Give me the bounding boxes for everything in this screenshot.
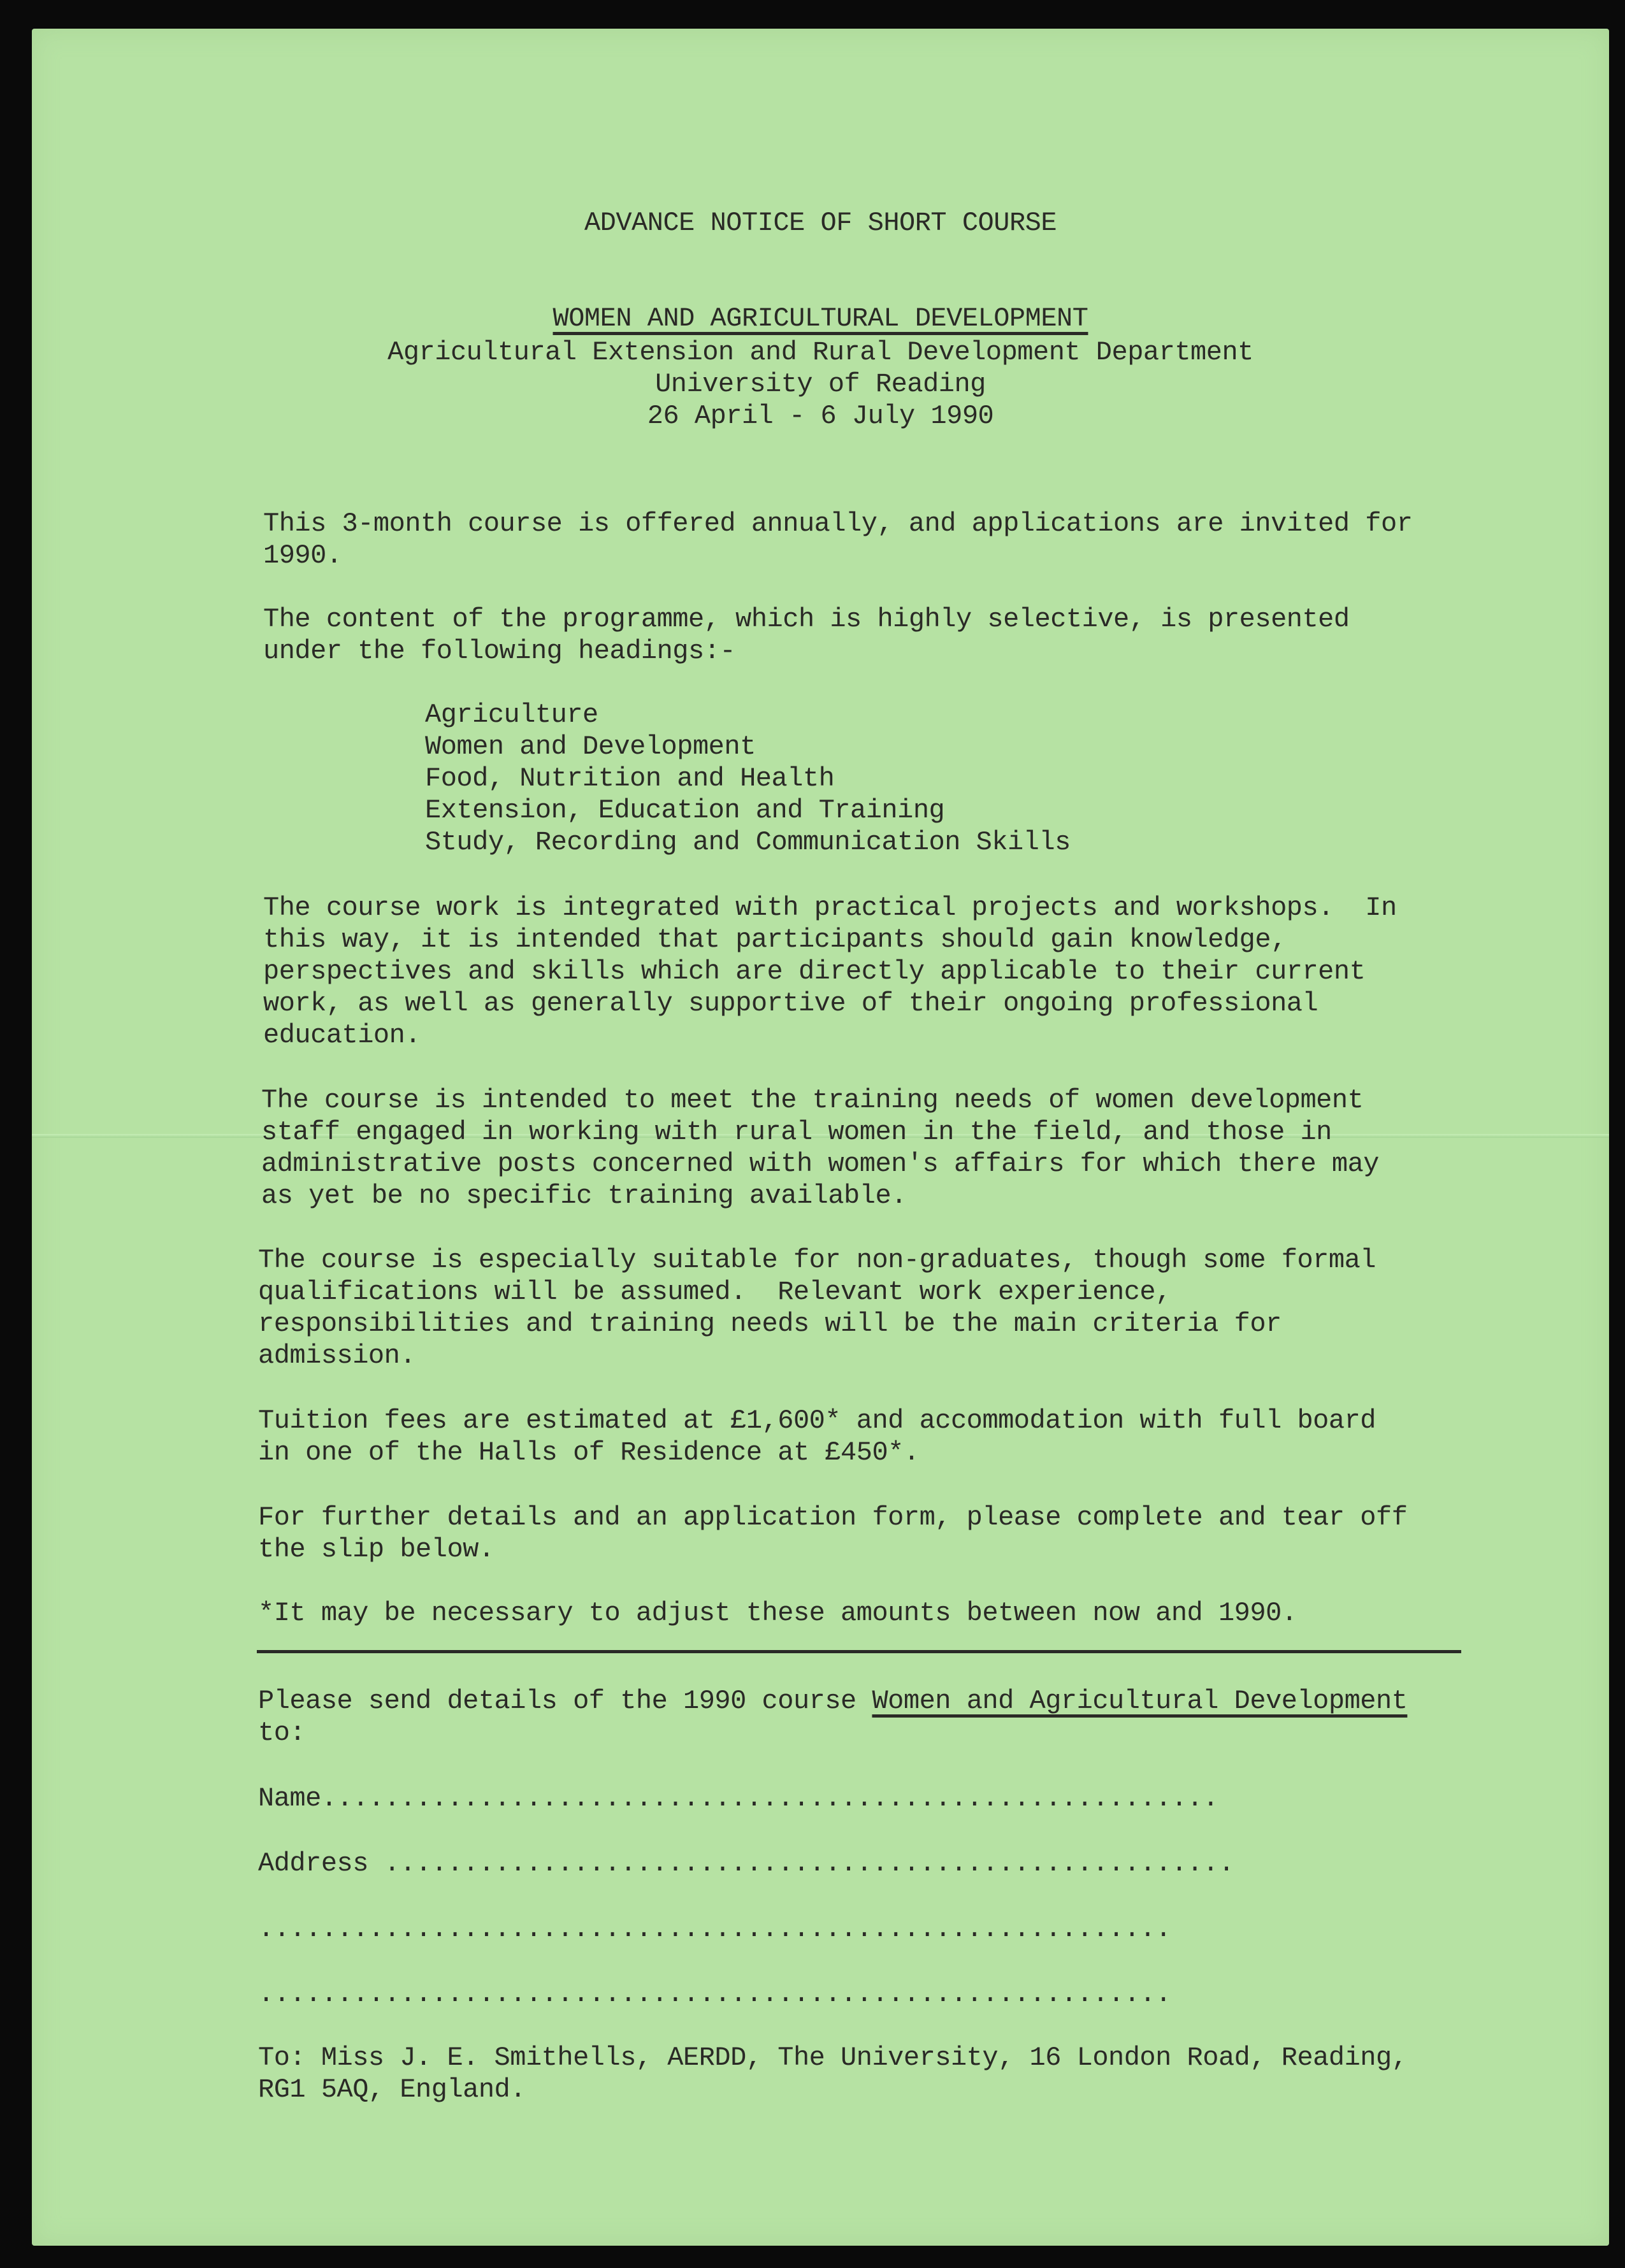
name-field-label: Name <box>258 1783 321 1814</box>
heading-item: Agriculture <box>425 700 598 730</box>
further-details-line: the slip below. <box>258 1534 495 1565</box>
notice-title: ADVANCE NOTICE OF SHORT COURSE <box>584 208 1057 238</box>
coursework-line: work, as well as generally supportive of their ongoing professional <box>263 988 1318 1019</box>
heading-item: Extension, Education and Training <box>425 795 945 826</box>
slip-request-to: to: <box>258 1718 306 1748</box>
audience-line: The course is intended to meet the training needs of women development <box>261 1085 1364 1116</box>
intro-line-2: 1990. <box>263 540 342 571</box>
course-dates: 26 April - 6 July 1990 <box>647 401 994 431</box>
content-line-1: The content of the programme, which is highly selective, is presented <box>263 604 1350 635</box>
heading-item: Study, Recording and Communication Skills <box>425 827 1071 858</box>
fees-line: in one of the Halls of Residence at £450*. <box>258 1437 920 1468</box>
audience-line: staff engaged in working with rural women in the field, and those in <box>261 1117 1332 1147</box>
address-field-row[interactable] <box>258 1848 1234 1879</box>
intro-line-1: This 3-month course is offered annually, and applications are invited for <box>263 508 1413 539</box>
suitability-line: The course is especially suitable for non-graduates, though some formal <box>258 1245 1376 1275</box>
suitability-line: admission. <box>258 1340 416 1371</box>
slip-request-line <box>258 1685 1407 1717</box>
heading-item: Food, Nutrition and Health <box>425 763 835 794</box>
send-to-address-line-1: To: Miss J. E. Smithells, AERDD, The University, 16 London Road, Reading, <box>258 2042 1408 2073</box>
suitability-line: qualifications will be assumed. Relevant work experience, <box>258 1277 1171 1307</box>
address-line-2-dots[interactable]: .......................................................... <box>258 1914 1171 1944</box>
department-name: Agricultural Extension and Rural Development Department <box>387 337 1253 368</box>
coursework-line: perspectives and skills which are directly applicable to their current <box>263 956 1366 987</box>
content-line-2: under the following headings:- <box>263 636 736 666</box>
tear-off-line <box>257 1650 1461 1653</box>
suitability-line: responsibilities and training needs will be the main criteria for <box>258 1309 1282 1339</box>
coursework-line: this way, it is intended that participants should gain knowledge, <box>263 924 1287 955</box>
name-field-row[interactable] <box>258 1783 1218 1814</box>
further-details-line: For further details and an application form, please complete and tear off <box>258 1502 1408 1533</box>
address-line-3-dots[interactable]: .......................................................... <box>258 1979 1171 2009</box>
university-name: University of Reading <box>655 369 986 399</box>
send-to-address-line-2: RG1 5AQ, England. <box>258 2074 526 2105</box>
slip-course-name: Women and Agricultural Development <box>872 1686 1408 1716</box>
address-field-label: Address <box>258 1848 384 1879</box>
document-page <box>32 29 1609 2246</box>
audience-line: as yet be no specific training available. <box>261 1181 907 1211</box>
heading-item: Women and Development <box>425 731 756 762</box>
slip-request-prefix: Please send details of the 1990 course <box>258 1686 872 1716</box>
coursework-line: education. <box>263 1020 421 1051</box>
course-title: WOMEN AND AGRICULTURAL DEVELOPMENT <box>552 303 1088 334</box>
audience-line: administrative posts concerned with women's affairs for which there may <box>261 1149 1379 1179</box>
coursework-line: The course work is integrated with practical projects and workshops. In <box>263 893 1397 923</box>
fees-footnote: *It may be necessary to adjust these amounts between now and 1990. <box>258 1598 1297 1628</box>
fees-line: Tuition fees are estimated at £1,600* and accommodation with full board <box>258 1405 1376 1436</box>
address-field-dots[interactable]: ...................................................... <box>384 1848 1234 1879</box>
name-field-dots[interactable]: ......................................................... <box>321 1783 1218 1814</box>
